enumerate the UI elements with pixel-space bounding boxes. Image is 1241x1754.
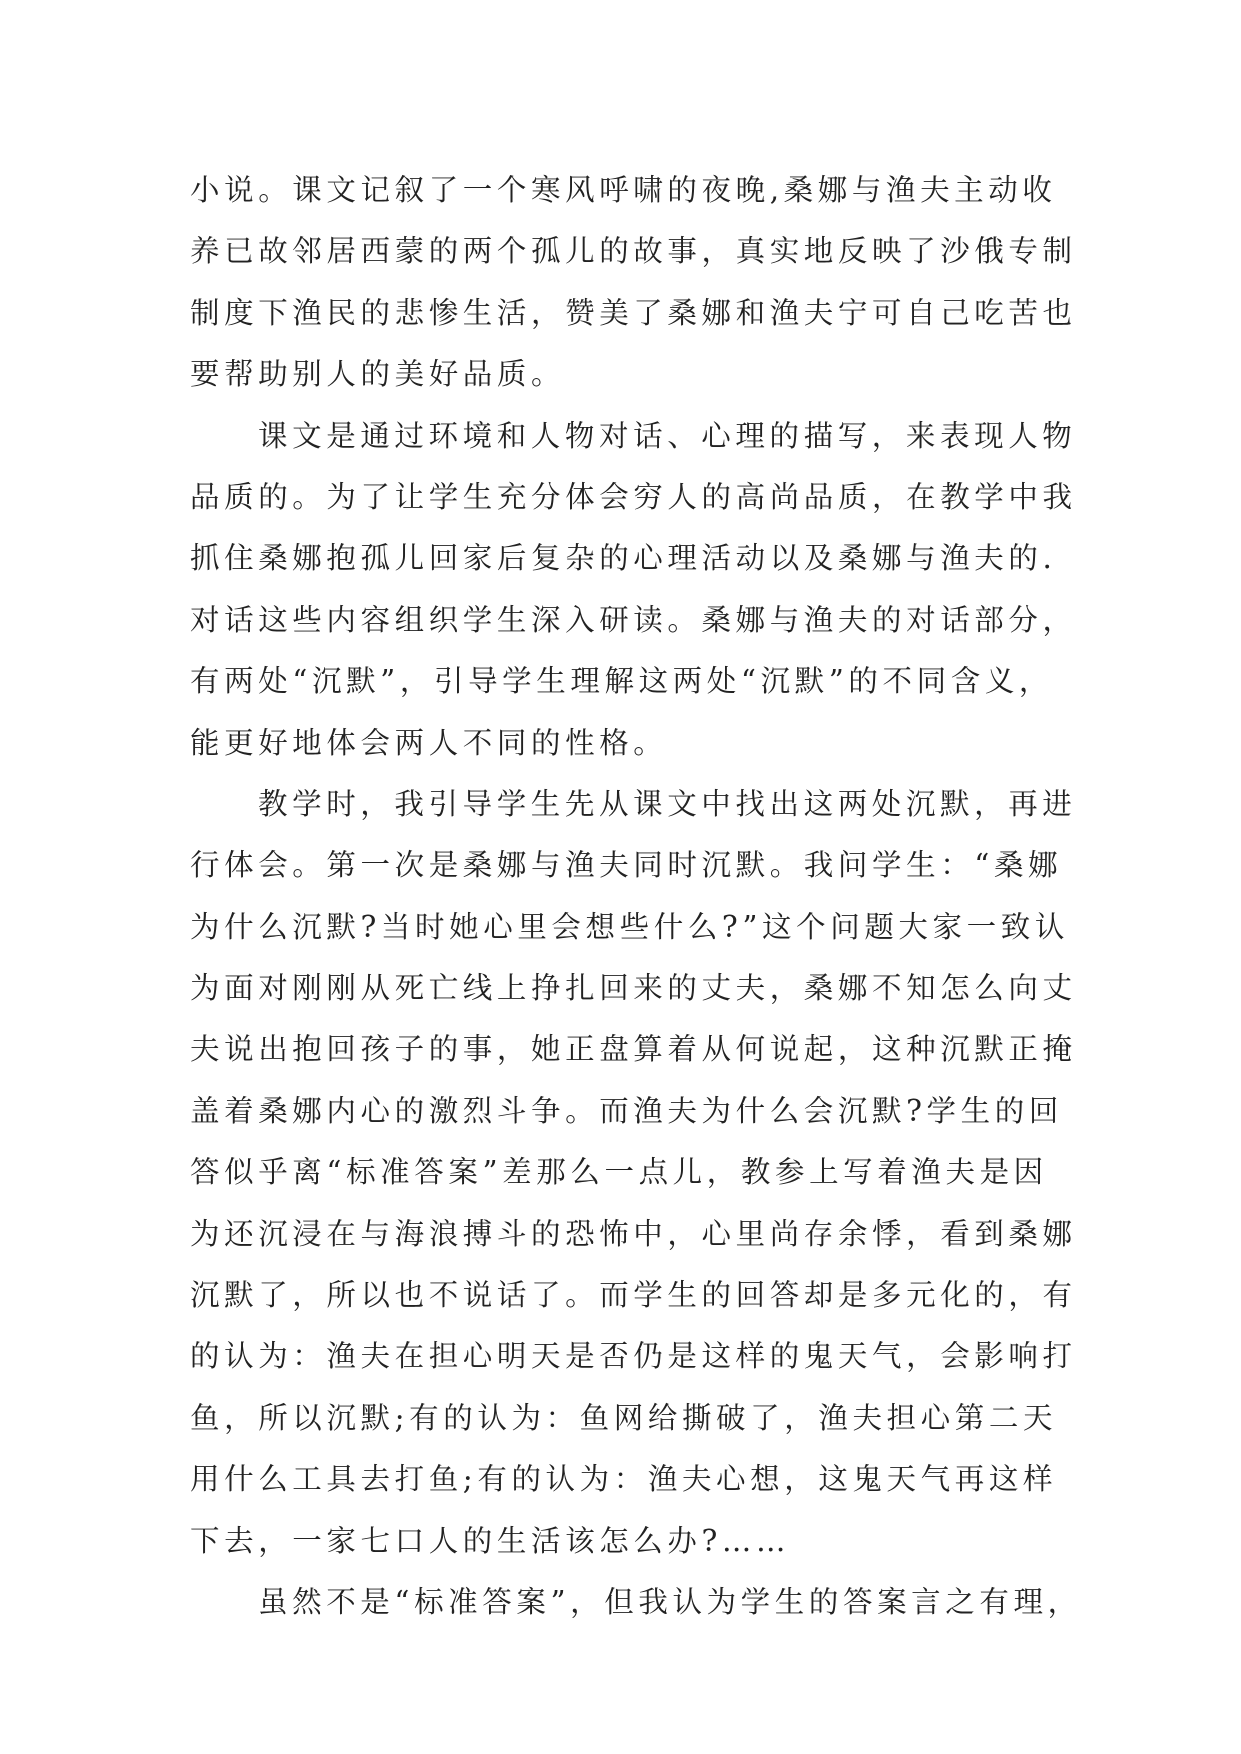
text-line: 沉默了，所以也不说话了。而学生的回答却是多元化的，有 [190,1278,1077,1313]
text-line: 夫说出抱回孩子的事，她正盘算着从何说起，这种沉默正掩 [190,1032,1077,1067]
paragraph-first-line: 教学时，我引导学生先从课文中找出这两处沉默，再进 [258,786,1077,821]
paragraph-first-line: 虽然不是“标准答案”，但我认为学生的答案言之有理， [258,1584,1082,1619]
text-line: 行体会。第一次是桑娜与渔夫同时沉默。我问学生：“桑娜 [190,848,1063,883]
text-line: 要帮助别人的美好品质。 [190,357,566,392]
text-line: 为什么沉默?当时她心里会想些什么?”这个问题大家一致认 [190,909,1069,944]
text-line: 鱼，所以沉默;有的认为：鱼网给撕破了，渔夫担心第二天 [190,1400,1058,1435]
body-text [190,160,1082,1633]
text-line: 小说。课文记叙了一个寒风呼啸的夜晚,桑娜与渔夫主动收 [190,173,1057,207]
text-line: 养已故邻居西蒙的两个孤儿的故事，真实地反映了沙俄专制 [190,234,1077,269]
text-line: 答似乎离“标准答案”差那么一点儿，教参上写着渔夫是因 [190,1155,1048,1190]
text-line: 为还沉浸在与海浪搏斗的恐怖中，心里尚存余悸，看到桑娜 [190,1216,1077,1251]
text-line: 有两处“沉默”，引导学生理解这两处“沉默”的不同含义， [190,664,1054,699]
text-line: 能更好地体会两人不同的性格。 [190,725,668,760]
text-line: 为面对刚刚从死亡线上挣扎回来的丈夫，桑娜不知怎么向丈 [190,971,1077,1006]
text-line: 的认为：渔夫在担心明天是否仍是这样的鬼天气，会影响打 [190,1339,1077,1374]
paragraph-first-line: 课文是通过环境和人物对话、心理的描写，来表现人物 [258,418,1077,453]
text-line: 下去，一家七口人的生活该怎么办?…… [190,1523,791,1558]
text-line: 品质的。为了让学生充分体会穷人的高尚品质，在教学中我 [190,479,1077,514]
text-line: 盖着桑娜内心的激烈斗争。而渔夫为什么会沉默?学生的回 [190,1093,1063,1128]
text-line: 用什么工具去打鱼;有的认为：渔夫心想，这鬼天气再这样 [190,1462,1058,1497]
text-line: 抓住桑娜抱孤儿回家后复杂的心理活动以及桑娜与渔夫的. [190,541,1057,576]
text-line: 制度下渔民的悲惨生活，赞美了桑娜和渔夫宁可自己吃苦也 [190,295,1077,330]
text-line: 对话这些内容组织学生深入研读。桑娜与渔夫的对话部分， [190,602,1077,637]
